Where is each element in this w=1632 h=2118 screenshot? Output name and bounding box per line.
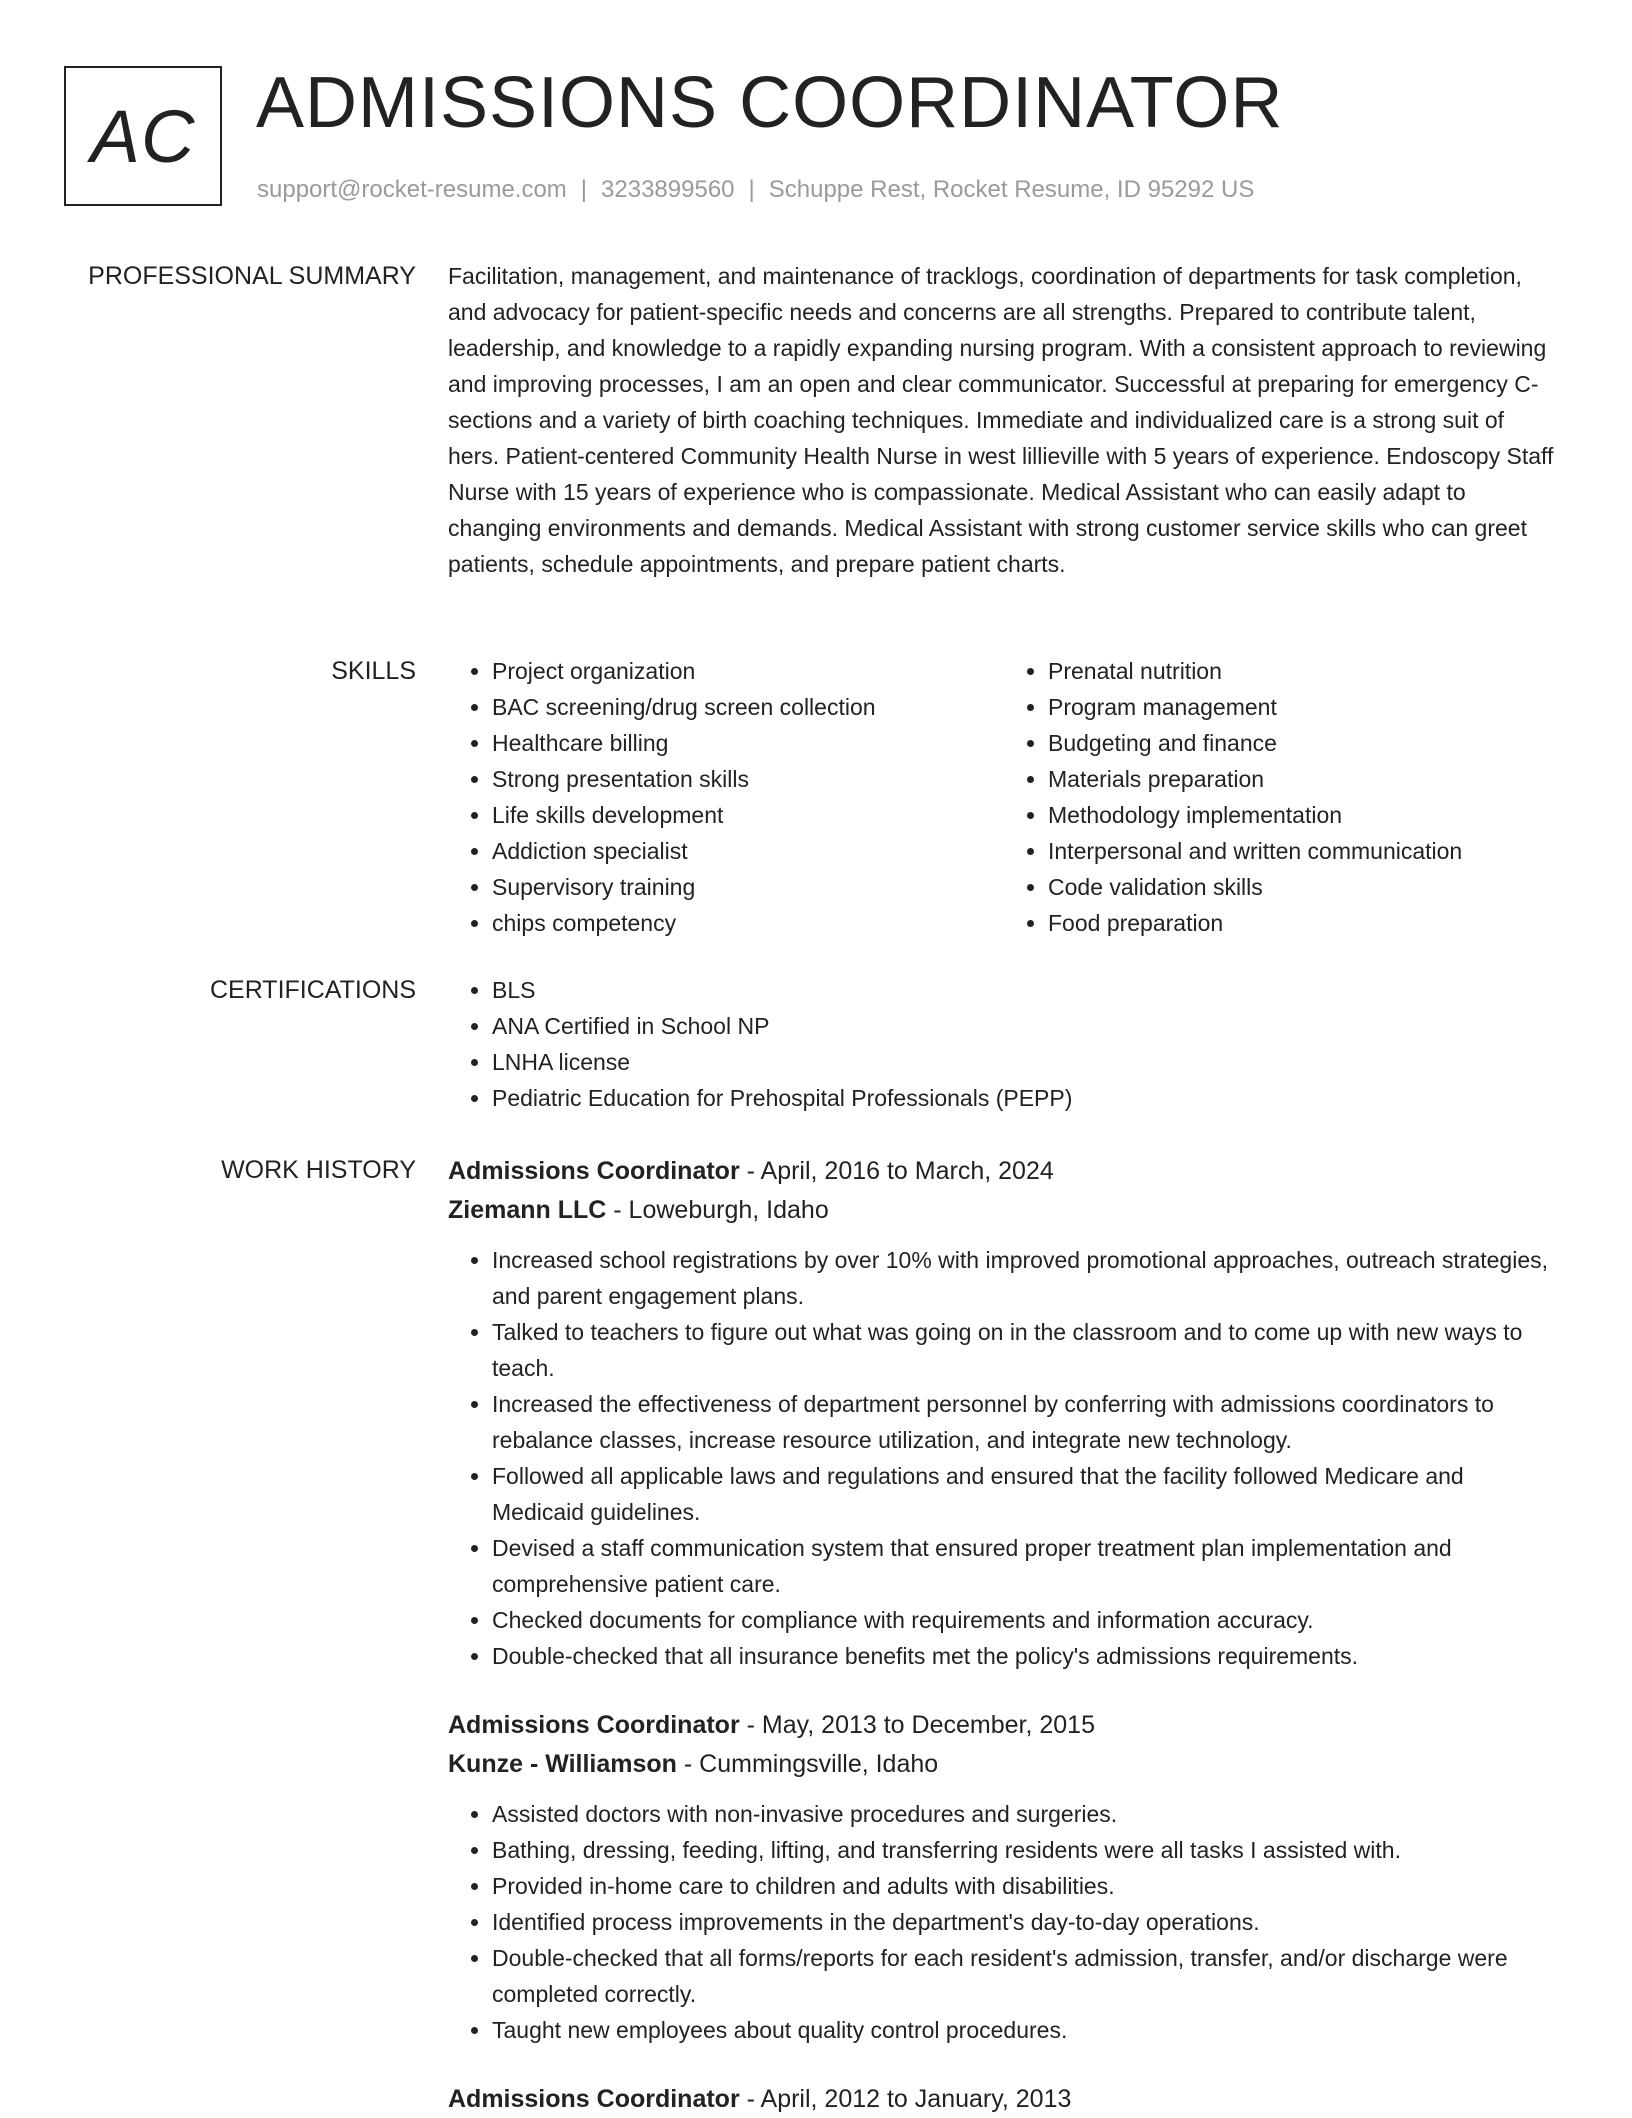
monogram-initials: AC — [90, 94, 196, 178]
skills-body — [448, 653, 1560, 941]
job-bullet: • Followed all applicable laws and regulations and ensured that the facility followed Medicare and Medicaid guidelines. — [492, 1458, 1560, 1530]
job-company: Kunze - Williamson — [448, 1750, 677, 1778]
skill-item: • Healthcare billing — [492, 725, 1004, 761]
job-title: Admissions Coordinator — [448, 1711, 740, 1739]
job-title: Admissions Coordinator — [448, 2085, 740, 2113]
job-bullets — [448, 1242, 1560, 1674]
job-entry — [448, 1706, 1560, 2048]
skill-item: • chips competency — [492, 905, 1004, 941]
job-bullet: • Taught new employees about quality control procedures. — [492, 2012, 1560, 2048]
job-entry — [448, 1152, 1560, 1674]
certification-item: • BLS — [492, 972, 1560, 1008]
work-history-body — [448, 1152, 1560, 2118]
skill-item: • Strong presentation skills — [492, 761, 1004, 797]
job-title-line — [448, 2080, 1560, 2118]
skill-item: • Code validation skills — [1048, 869, 1560, 905]
job-company-line — [448, 1190, 1560, 1230]
job-location: - Cummingsville, Idaho — [676, 1750, 939, 1778]
job-bullet: • Identified process improvements in the department's day-to-day operations. — [492, 1904, 1560, 1940]
skill-item: • Program management — [1048, 689, 1560, 725]
job-bullets — [448, 1796, 1560, 2048]
section-heading: WORK HISTORY — [221, 1156, 416, 1184]
job-title: Admissions Coordinator — [448, 1157, 740, 1185]
contact-line — [257, 174, 1254, 206]
monogram-box — [64, 66, 222, 206]
contact-address: Schuppe Rest, Rocket Resume, ID 95292 US — [768, 176, 1255, 203]
skill-item: • Budgeting and finance — [1048, 725, 1560, 761]
job-bullet: • Checked documents for compliance with requirements and information accuracy. — [492, 1602, 1560, 1638]
summary-body — [448, 258, 1560, 582]
job-bullet: • Increased the effectiveness of department personnel by conferring with admissions coordinators to rebalance classes, increase resource utilization, and integrate new technology. — [492, 1386, 1560, 1458]
contact-email[interactable]: support@rocket-resume.com — [257, 176, 567, 203]
certifications-list — [448, 972, 1560, 1116]
job-company: Ziemann LLC — [448, 1196, 607, 1224]
skills-list-left — [448, 653, 1004, 941]
skills-columns — [448, 653, 1560, 941]
section-heading: PROFESSIONAL SUMMARY — [88, 262, 416, 290]
certification-item: • ANA Certified in School NP — [492, 1008, 1560, 1044]
skill-item: • Supervisory training — [492, 869, 1004, 905]
skill-item: • Food preparation — [1048, 905, 1560, 941]
job-location: - Loweburgh, Idaho — [606, 1196, 829, 1224]
job-entry — [448, 2080, 1560, 2118]
job-bullet: • Double-checked that all forms/reports for each resident's admission, transfer, and/or discharge were completed correctly. — [492, 1940, 1560, 2012]
summary-text: Facilitation, management, and maintenance of tracklogs, coordination of departments for task completion, and advocacy for patient-specific needs and concerns are all strengths. Prepared to contribute talent, leadership, and knowledge to a rapidly expanding nursing program. With a consistent approach to reviewing and improving processes, I am an open and clear communicator. Successful at preparing for emergency C-sections and a variety of birth coaching techniques. Immediate and individualized care is a strong suit of hers. Patient-centered Community Health Nurse in west lillieville with 5 years of experience. Endoscopy Staff Nurse with 15 years of experience who is compassionate. Medical Assistant who can easily adapt to changing environments and demands. Medical Assistant with strong customer service skills who can greet patients, schedule appointments, and prepare patient charts. — [448, 263, 1554, 577]
job-bullet: • Provided in-home care to children and adults with disabilities. — [492, 1868, 1560, 1904]
certification-item: • LNHA license — [492, 1044, 1560, 1080]
job-bullet: • Double-checked that all insurance benefits met the policy's admissions requirements. — [492, 1638, 1560, 1674]
job-dates: - April, 2016 to March, 2024 — [739, 1157, 1054, 1185]
skill-item: • Addiction specialist — [492, 833, 1004, 869]
resume-name-title: ADMISSIONS COORDINATOR — [256, 63, 1284, 143]
job-bullet: • Bathing, dressing, feeding, lifting, and transferring residents were all tasks I assisted with. — [492, 1832, 1560, 1868]
job-bullet: • Assisted doctors with non-invasive procedures and surgeries. — [492, 1796, 1560, 1832]
contact-separator: | — [748, 176, 755, 203]
job-company-line — [448, 1744, 1560, 1784]
certifications-body — [448, 972, 1560, 1116]
job-dates: - April, 2012 to January, 2013 — [739, 2085, 1072, 2113]
skill-item: • Materials preparation — [1048, 761, 1560, 797]
section-heading: CERTIFICATIONS — [209, 976, 416, 1004]
job-bullet: • Talked to teachers to figure out what was going on in the classroom and to come up with new ways to teach. — [492, 1314, 1560, 1386]
skills-list-right — [1004, 653, 1560, 941]
job-bullet: • Devised a staff communication system that ensured proper treatment plan implementation and comprehensive patient care. — [492, 1530, 1560, 1602]
skill-item: • Prenatal nutrition — [1048, 653, 1560, 689]
contact-separator: | — [580, 176, 588, 203]
job-title-line — [448, 1706, 1560, 1744]
section-heading: SKILLS — [331, 657, 416, 685]
skill-item: • Interpersonal and written communication — [1048, 833, 1560, 869]
job-bullet: • Increased school registrations by over 10% with improved promotional approaches, outreach strategies, and parent engagement plans. — [492, 1242, 1560, 1314]
contact-phone[interactable]: 3233899560 — [601, 176, 735, 203]
skill-item: • BAC screening/drug screen collection — [492, 689, 1004, 725]
job-title-line — [448, 1152, 1560, 1190]
job-dates: - May, 2013 to December, 2015 — [739, 1711, 1095, 1739]
skill-item: • Project organization — [492, 653, 1004, 689]
certification-item: • Pediatric Education for Prehospital Professionals (PEPP) — [492, 1080, 1560, 1116]
skill-item: • Methodology implementation — [1048, 797, 1560, 833]
skill-item: • Life skills development — [492, 797, 1004, 833]
